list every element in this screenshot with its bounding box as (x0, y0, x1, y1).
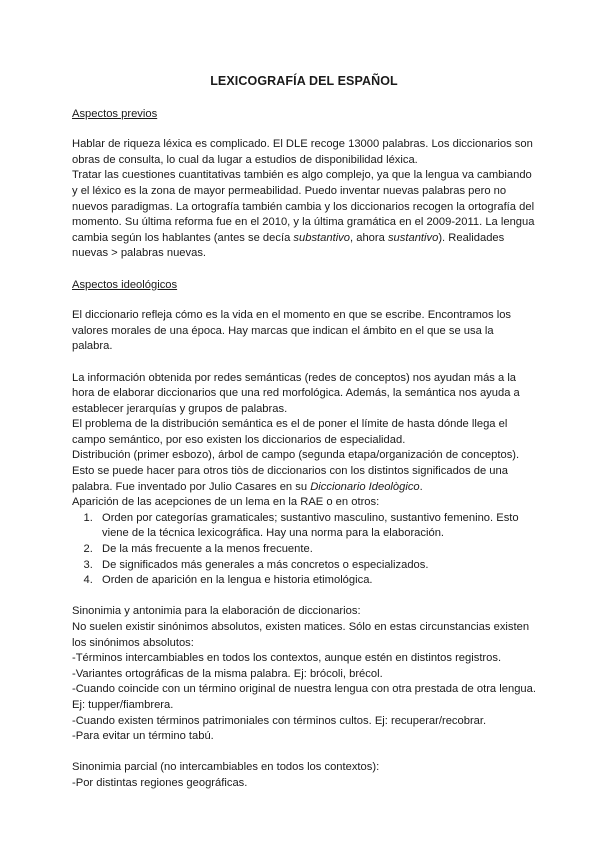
document-title: LEXICOGRAFÍA DEL ESPAÑOL (210, 74, 398, 88)
paragraph (72, 168, 536, 262)
text-run: ). Realidades nuevas > palabras nuevas. (72, 231, 505, 260)
paragraph: El diccionario refleja cómo es la vida en el momento en que se escribe. Encontramos los valores morales de una época. Hay marcas que indican el ámbito en el que se usa la palabra. (72, 309, 512, 353)
italic-term: substantivo (293, 231, 350, 244)
section-heading-previos: Aspectos previos (72, 107, 158, 120)
paragraph: -Términos intercambiables en todos los contextos, aunque estén en distintos registros. (72, 652, 502, 665)
paragraph: -Cuando existen términos patrimoniales con términos cultos. Ej: recuperar/recobrar. (72, 714, 487, 727)
paragraph: La información obtenida por redes semánticas (redes de conceptos) nos ayudan más a la hora de elaborar diccionarios que una red morfológica. Además, la semántica nos ayuda a establecer jerarquías y grupos de palabras. (72, 371, 520, 415)
paragraph: -Cuando coincide con un término original de nuestra lengua con otra prestada de otra lengua. Ej: tupper/fiambrera. (72, 683, 536, 711)
paragraph: Hablar de riqueza léxica es complicado. El DLE recoge 13000 palabras. Los diccionarios son obras de consulta, lo cual da lugar a estudios de disponibilidad léxica. (72, 138, 533, 166)
paragraph (72, 448, 536, 495)
paragraph: Sinonimia parcial (no intercambiables en todos los contextos): (72, 761, 380, 774)
paragraph: -Variantes ortográficas de la misma palabra. Ej: brócoli, brécol. (72, 667, 383, 680)
spacer (72, 745, 536, 761)
list-item: 2. De la más frecuente a la menos frecuente. (96, 542, 536, 558)
text-run: . (419, 480, 423, 493)
text-run: Distribución (primer esbozo), árbol de campo (segunda etapa/organización de conceptos). Esto se puede hacer para otros tiòs de diccionarios con los distintos significados de una palabra. Fue inventado por Julio Casares en su (72, 449, 520, 493)
text-run: , ahora (350, 231, 388, 244)
italic-term: Diccionario Ideològico (310, 480, 420, 493)
spacer (72, 355, 536, 371)
ordered-list (72, 511, 536, 589)
paragraph: Sinonimia y antonimia para la elaboración de diccionarios: (72, 605, 361, 618)
list-item: 4. Orden de aparición en la lengua e historia etimológica. (96, 573, 536, 589)
paragraph: El problema de la distribución semántica es el de poner el límite de hasta dónde llega el campo semántico, por eso existen los diccionarios de especialidad. (72, 418, 508, 446)
italic-term: sustantivo (387, 231, 439, 244)
list-item: 3. De significados más generales a más concretos o especializados. (96, 558, 536, 574)
text-run: Tratar las cuestiones cuantitativas también es algo complejo, ya que la lengua va cambiando y el léxico es la zona de mayor permeabilidad. Puedo inventar nuevas palabras pero no nuevos paradigmas. La ortografía también cambia y los diccionarios recogen la ortografía del momento. Su última reforma fue en el 2010, y la última gramática en el 2009-2011. La lengua cambia según los hablantes (antes se decía (72, 169, 535, 244)
list-item: 1. Orden por categorías gramaticales; sustantivo masculino, sustantivo femenino. Esto viene de la técnica lexicográfica. Hay una norma para la elaboración. (96, 511, 536, 542)
spacer (72, 589, 536, 605)
spacer (72, 262, 536, 278)
document-page (72, 74, 536, 792)
paragraph: No suelen existir sinónimos absolutos, existen matices. Sólo en estas circunstancias existen los sinónimos absolutos: (72, 621, 530, 649)
paragraph: -Por distintas regiones geográficas. (72, 776, 248, 789)
section-heading-ideologicos: Aspectos ideológicos (72, 278, 178, 291)
paragraph: Aparición de las acepciones de un lema en la RAE o en otros: (72, 496, 380, 509)
paragraph: -Para evitar un término tabú. (72, 730, 214, 743)
